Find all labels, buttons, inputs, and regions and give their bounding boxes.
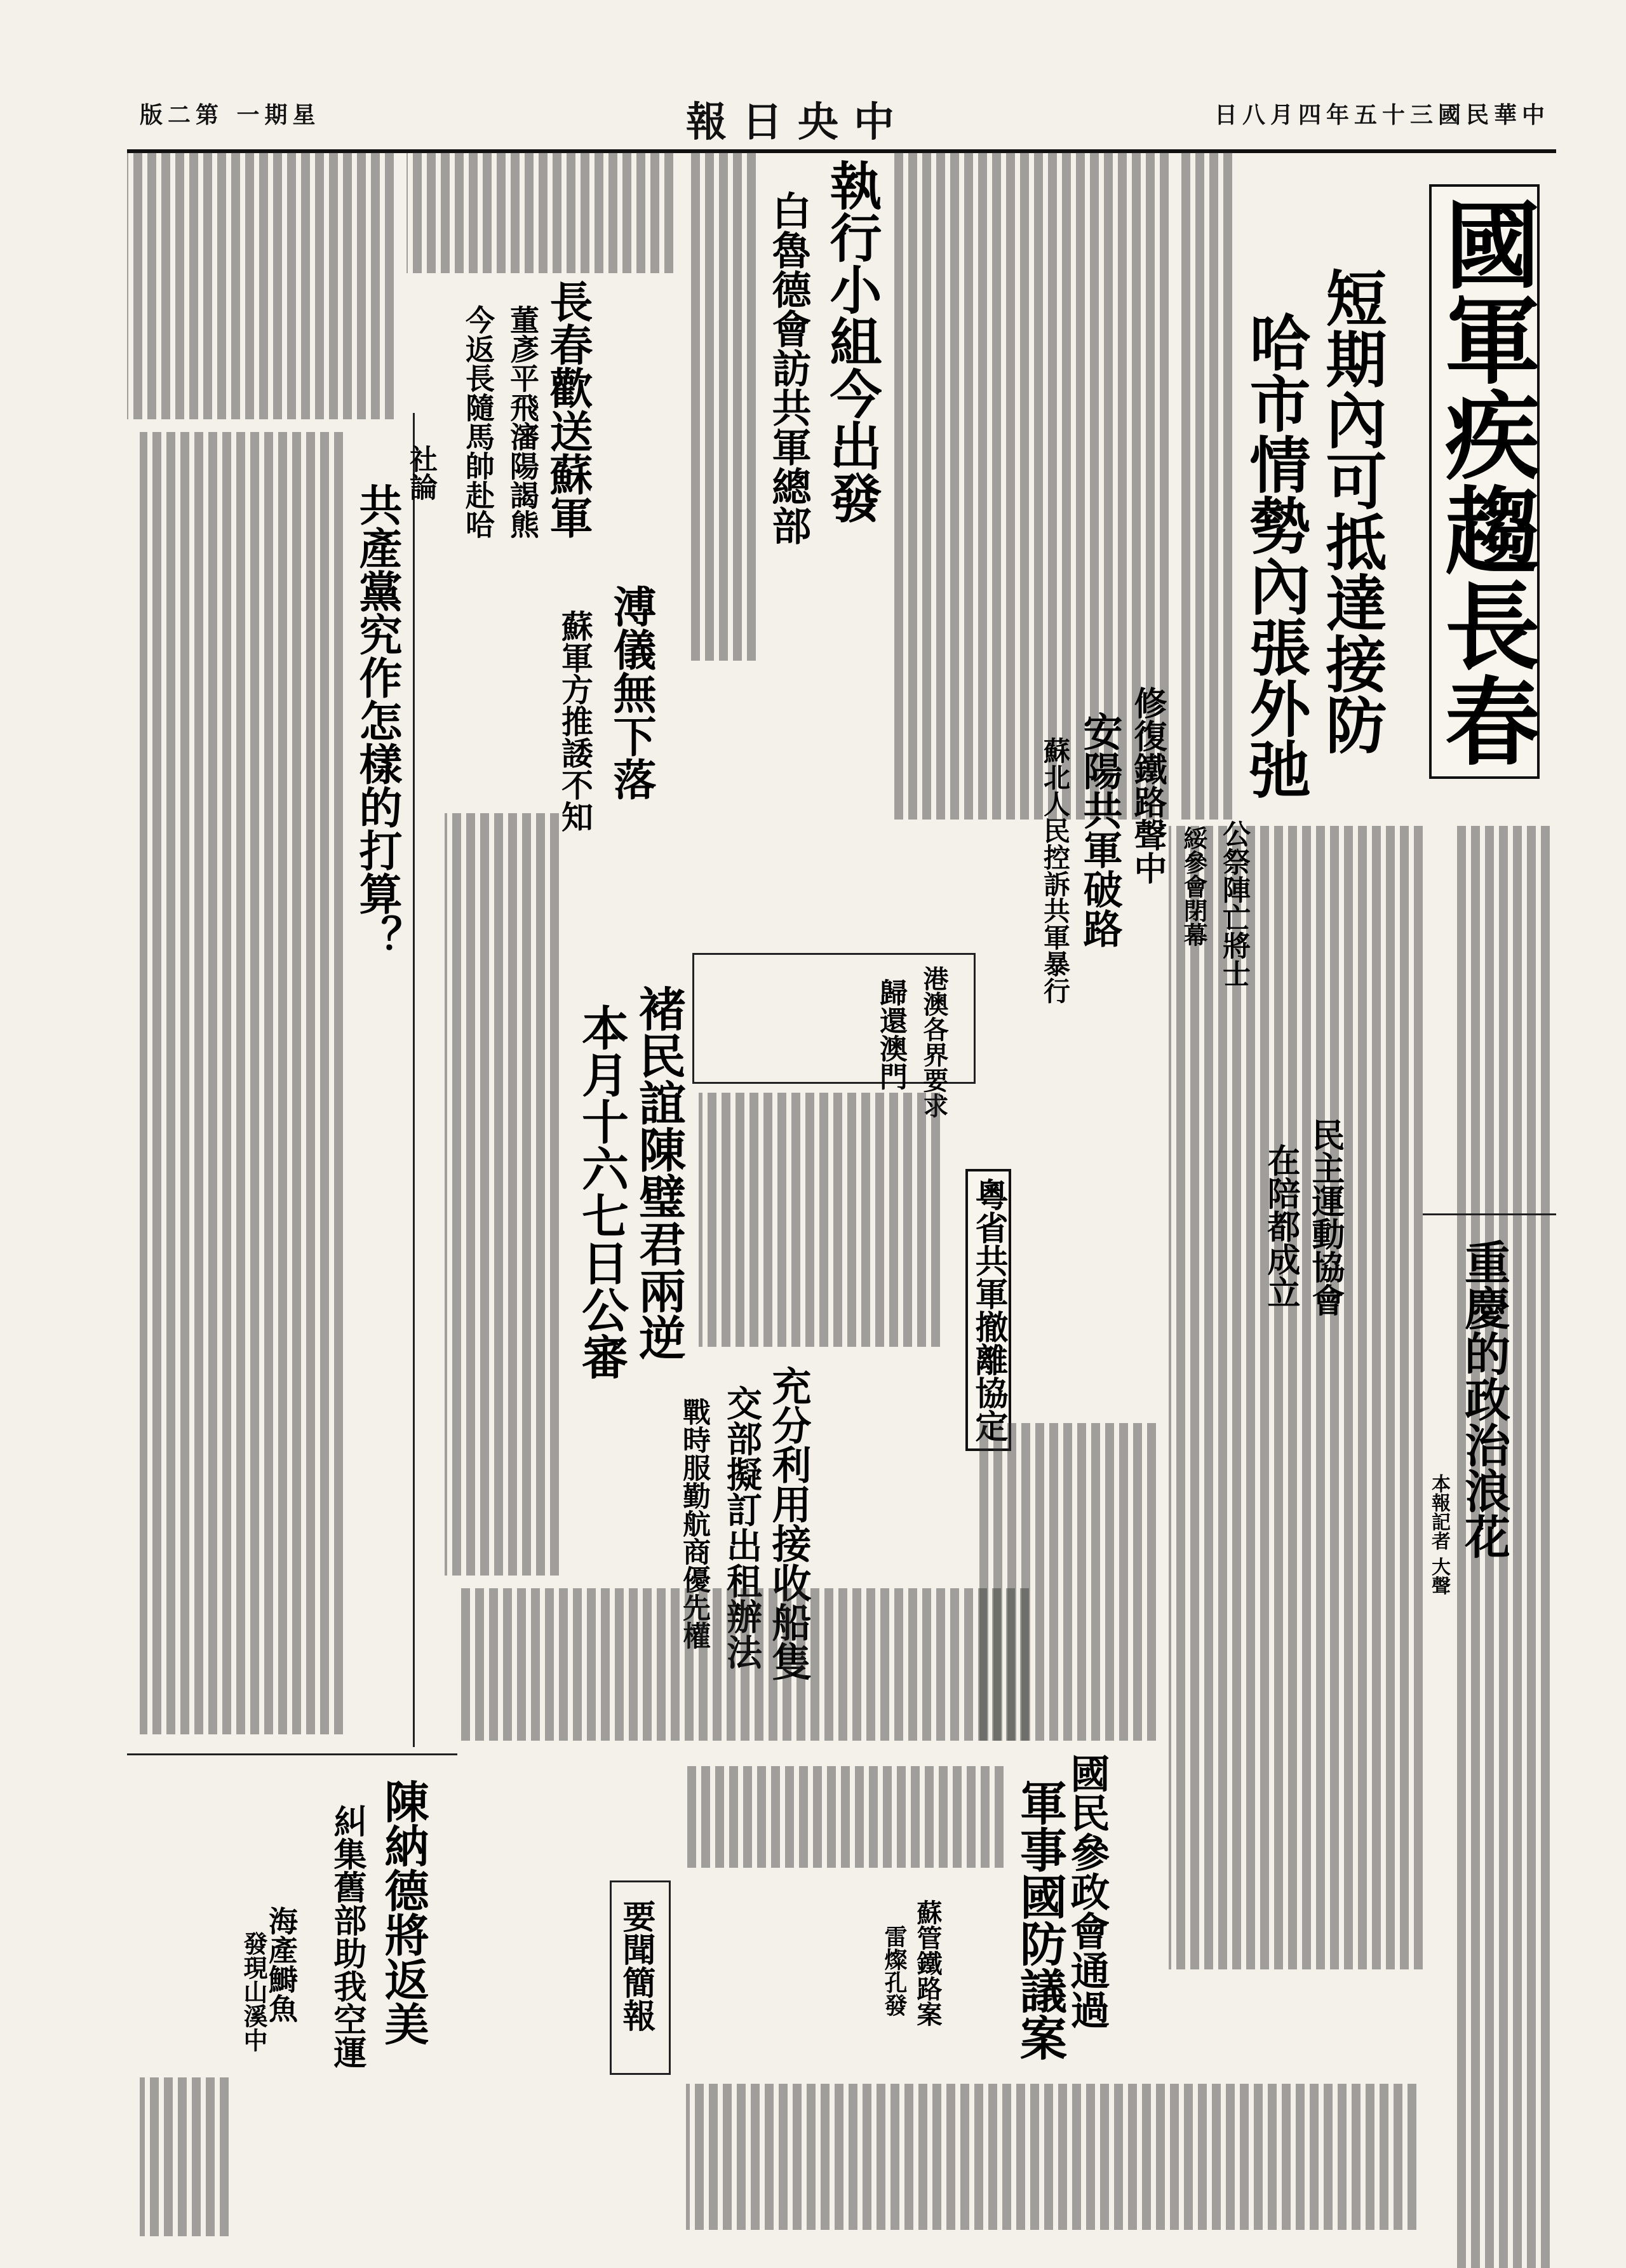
- rail-headline: 修復鐵路聲中: [1128, 686, 1167, 884]
- soviet-subheadline: 雷燦孔發: [881, 1925, 908, 2016]
- jiaotong-headline: 交部擬訂出租辦法: [721, 1385, 763, 1670]
- political-subheadline: 本報記者 大聲: [1428, 1474, 1450, 1595]
- dong-fei-headline: 董彥平飛瀋陽謁熊: [506, 305, 540, 539]
- body-text-block: [457, 1588, 1029, 1741]
- lead-headline: 國軍疾趨長春: [1429, 184, 1540, 779]
- political-headline: 重慶的政治浪花: [1457, 1239, 1511, 1559]
- hk-headline: 港澳各界要求: [919, 966, 949, 1118]
- top-corner-text: [127, 152, 394, 419]
- lead-article-text-2: [889, 152, 1169, 820]
- chennault-subheadline: 糾集舊部助我空運: [328, 1804, 366, 2069]
- trial-headline: 本月十六七日公審: [574, 1004, 629, 1380]
- puyi-headline: 溥儀無下落: [606, 584, 657, 800]
- hk-subheadline: 歸還澳門: [875, 978, 907, 1090]
- body-text-block: [140, 2077, 229, 2236]
- puyi-subheadline: 蘇軍方推諉不知: [556, 610, 594, 832]
- top-left-text: [406, 152, 673, 273]
- minzhu-subheadline: 在陪都成立: [1261, 1144, 1300, 1309]
- ships-headline: 充分利用接收船隻: [765, 1366, 812, 1681]
- subei-headline: 蘇北人民控訴共軍暴行: [1040, 737, 1071, 1004]
- editorial-text: [140, 432, 343, 1734]
- return-harbin-headline: 今返長隨馬帥赴哈: [461, 305, 495, 539]
- chu-chen-headline: 褚民誼陳璧君兩逆: [631, 985, 686, 1361]
- editorial-headline: 共產黨究作怎樣的打算？: [352, 483, 403, 958]
- editorial-tag: 社論: [405, 445, 437, 501]
- trial-text: [445, 813, 559, 1576]
- memorial-headline: 公祭陣亡將士: [1218, 820, 1250, 987]
- editorial-divider: [413, 413, 415, 1747]
- political-rule: [1423, 1213, 1556, 1215]
- chennault-headline: 陳納德將返美: [377, 1779, 430, 2046]
- fish-subheadline: 發現山溪中: [239, 1931, 268, 2052]
- canzheng-headline: 國民參政會通過: [1064, 1753, 1110, 2029]
- changchun-farewell-headline: 長春歡送蘇軍: [542, 280, 593, 539]
- military-headline: 軍事國防議案: [1012, 1779, 1067, 2061]
- page-label: 版二第 一期星: [140, 102, 321, 128]
- body-text-block: [699, 1093, 940, 1347]
- masthead: [127, 86, 1556, 153]
- fish-headline: 海產鰣魚: [264, 1906, 299, 2023]
- column-text-right: [1169, 826, 1423, 1969]
- brief-headline: 要聞簡報: [617, 1900, 655, 2032]
- anyang-headline: 安陽共軍破路: [1077, 712, 1123, 948]
- soviet-headline: 蘇管鐵路案: [913, 1900, 943, 2027]
- memorial-subheadline: 綏參會閉幕: [1179, 826, 1208, 947]
- minzhu-headline: 民主運動協會: [1306, 1118, 1345, 1316]
- lead-subheadline-1: 短期內可抵達接防: [1316, 267, 1388, 755]
- bottom-left-rule: [127, 1753, 457, 1755]
- lead-article-text: [1181, 152, 1232, 820]
- wartime-headline: 戰時服勤航商優先權: [678, 1398, 710, 1649]
- exec-group-text: [686, 152, 756, 661]
- lead-subheadline-2: 哈市情勢內張外弛: [1240, 311, 1312, 799]
- exec-group-headline: 執行小組今出發: [821, 159, 882, 523]
- body-text-block: [686, 1766, 1004, 1868]
- body-text-block: [686, 2084, 1416, 2230]
- guangdong-headline: 粵省共軍撤離協定: [965, 1169, 1011, 1451]
- issue-date: 日八月四年五十三國民華中: [1214, 102, 1550, 128]
- paper-name: 報日央中: [686, 98, 910, 146]
- white-lu-headline: 白魯德會訪共軍總部: [765, 191, 812, 545]
